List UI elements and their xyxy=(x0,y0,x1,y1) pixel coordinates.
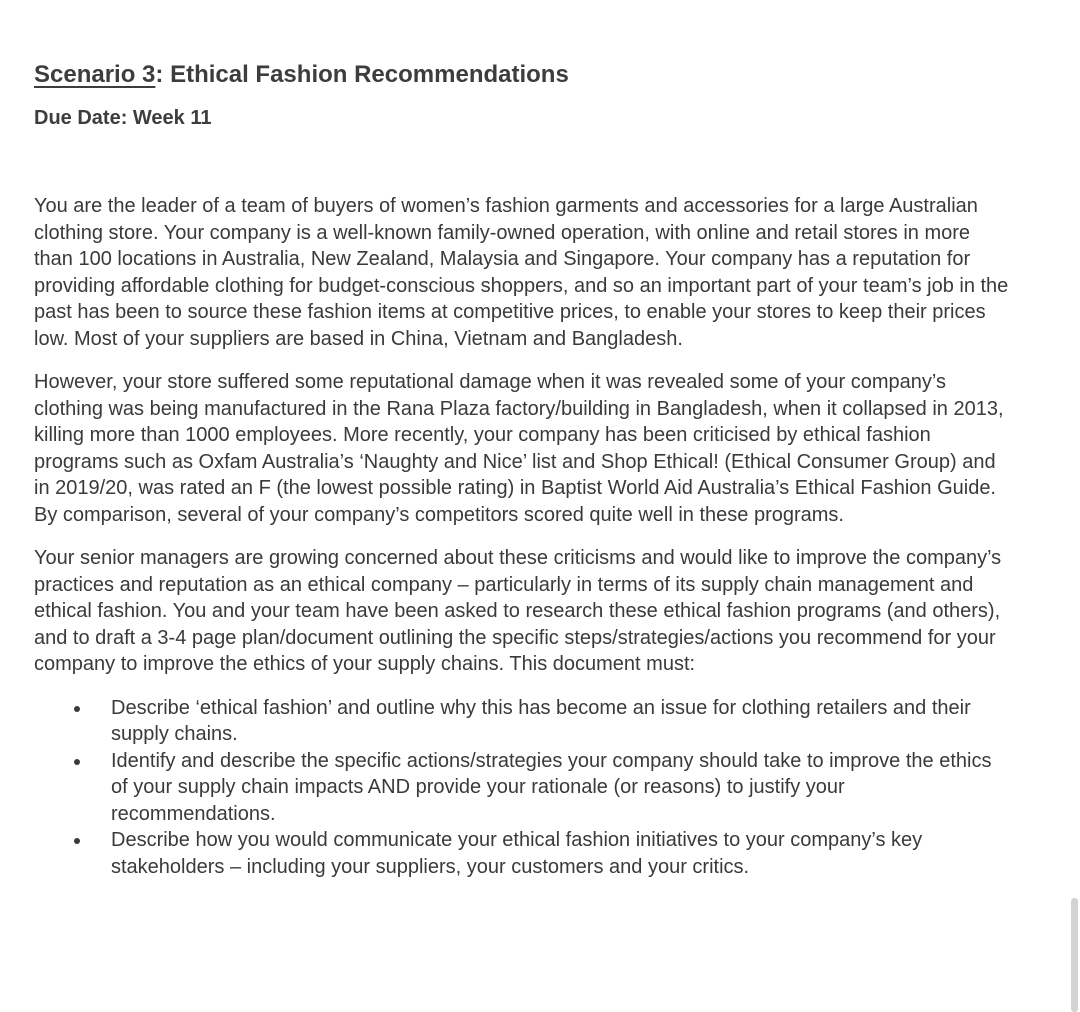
document-page xyxy=(34,58,1009,880)
bullet-icon xyxy=(74,706,80,712)
due-date: Due Date: Week 11 xyxy=(34,107,212,129)
list-item-text: Describe ‘ethical fashion’ and outline why this has become an issue for clothing retailers and their supply chains. xyxy=(111,696,971,745)
list-item-text: Describe how you would communicate your ethical fashion initiatives to your company’s key stakeholders – including your suppliers, your customers and your critics. xyxy=(111,829,923,878)
paragraph-task: Your senior managers are growing concerned about these criticisms and would like to improve the company’s practices and reputation as an ethical company – particularly in terms of its supply chain management and ethical fashion. You and your team have been asked to research these ethical fashion programs (and others), and to draft a 3-4 page plan/document outlining the specific steps/strategies/actions you recommend for your company to improve the ethics of your supply chains. This document must: xyxy=(34,547,1002,675)
paragraph-intro: You are the leader of a team of buyers of women’s fashion garments and accessories for a large Australian clothing store. Your company is a well-known family-owned operation, with online and retail stores in more than 100 locations in Australia, New Zealand, Malaysia and Singapore. Your company has a reputation for providing affordable clothing for budget-conscious shoppers, and so an important part of your team’s job in the past has been to source these fashion items at competitive prices, to enable your stores to keep their prices low. Most of your suppliers are based in China, Vietnam and Bangladesh. xyxy=(34,195,1009,350)
list-item-text: Identify and describe the specific actions/strategies your company should take to improve the ethics of your supply chain impacts AND provide your rationale (or reasons) to justify your recommendations. xyxy=(111,749,992,825)
list-item xyxy=(34,827,1009,880)
paragraph-background: However, your store suffered some reputational damage when it was revealed some of your company’s clothing was being manufactured in the Rana Plaza factory/building in Bangladesh, when it collapsed in 2013, killing more than 1000 employees. More recently, your company has been criticised by ethical fashion programs such as Oxfam Australia’s ‘Naughty and Nice’ list and Shop Ethical! (Ethical Consumer Group) and in 2019/20, was rated an F (the lowest possible rating) in Baptist World Aid Australia’s Ethical Fashion Guide. By comparison, several of your company’s competitors scored quite well in these programs. xyxy=(34,371,1004,526)
list-item xyxy=(34,748,1009,828)
bullet-icon xyxy=(74,759,80,765)
title-text: : Ethical Fashion Recommendations xyxy=(155,61,569,88)
bullet-icon xyxy=(74,838,80,844)
list-item xyxy=(34,695,1009,748)
scenario-label: Scenario 3 xyxy=(34,61,156,88)
vertical-scrollbar[interactable] xyxy=(1071,898,1078,1012)
requirements-list xyxy=(34,695,1009,881)
page-title xyxy=(34,58,1009,92)
